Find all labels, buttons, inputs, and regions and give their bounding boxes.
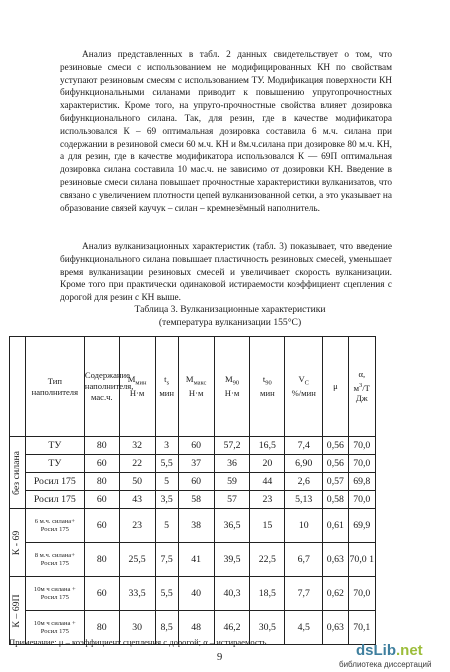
cell-mu: 0,58 (323, 491, 348, 509)
cell-m90: 46,2 (214, 611, 250, 645)
cell-alpha: 70,1 (348, 611, 375, 645)
cell-filler-type: 8 м.ч. силана+ Росил 175 (25, 543, 84, 577)
cell-alpha: 70,0 1 (348, 543, 375, 577)
table-caption-title: Таблица 3. Вулканизационные характеристики (134, 304, 326, 315)
cell-m-min: 33,5 (119, 577, 155, 611)
paragraph-analysis-table2: Анализ представленных в табл. 2 данных свидетельствует о том, что резиновые смеси с использованием не модифицированных КН по свойствам уступают резиновым смесям с использованием ТУ. Модификация поверхности КН бифункциональными силанами приводит к повышению упругопрочностных характеристик. Кроме того, на упруго-прочностные свойства влияет дозировка бифункционального силана. Так, для резин, где в качестве модификатора использовался К – 69 оптимальная дозировка составила 6 м.ч. силана при содержании в резиновой смеси 60 м.ч. КН и 8м.ч.силана при дозировке 80 м.ч. КН, а для резин, где в качестве модификатора использовался К — 69П оптимальная дозировка силана составила 10 мас.ч. не зависимо от дозировки КН. Введение в резиновые смеси силана повышает прочностные характеристики вулканизатов, что связано с увеличением плотности цепей вулканизованной сетки, а это указывает на образование связей каучук – силан – кремнезёмный наполнитель. (60, 50, 392, 214)
cell-ts: 3,5 (155, 491, 178, 509)
cell-m-max: 60 (178, 473, 214, 491)
header-m-min: $M_{мин}$ Н·м (119, 337, 155, 437)
table-row (10, 577, 376, 611)
cell-m-max: 40 (178, 577, 214, 611)
cell-vc: 5,13 (285, 491, 323, 509)
table-row (10, 509, 376, 543)
dslib-subtitle: библиотека диссертаций (339, 660, 432, 669)
cell-ts: 8,5 (155, 611, 178, 645)
cell-t90: 30,5 (250, 611, 285, 645)
header-ts: $t_s$ мин (155, 337, 178, 437)
cell-mu: 0,63 (323, 543, 348, 577)
cell-content: 80 (84, 543, 119, 577)
header-filler-content: Содержание наполнителя, мас.ч. (84, 337, 119, 437)
vulcanization-table (9, 336, 376, 645)
header-filler-type: Тип наполнителя (25, 337, 84, 437)
cell-ts: 5 (155, 473, 178, 491)
cell-filler-type: 10м ч силана + Росил 175 (25, 611, 84, 645)
cell-m-min: 32 (119, 437, 155, 455)
header-group-blank (10, 337, 26, 437)
cell-m90: 36 (214, 455, 250, 473)
header-t90: $t_{90}$ мин (250, 337, 285, 437)
table-row (10, 491, 376, 509)
cell-m90: 40,3 (214, 577, 250, 611)
cell-vc: 6,90 (285, 455, 323, 473)
cell-m-max: 41 (178, 543, 214, 577)
cell-filler-type: 10м ч силана + Росил 175 (25, 577, 84, 611)
cell-alpha: 69,8 (348, 473, 375, 491)
cell-m90: 57,2 (214, 437, 250, 455)
cell-m-max: 58 (178, 491, 214, 509)
cell-t90: 15 (250, 509, 285, 543)
cell-filler-type: ТУ (25, 437, 84, 455)
header-m90: $M_{90}$ Н·м (214, 337, 250, 437)
cell-m-min: 50 (119, 473, 155, 491)
cell-m-min: 43 (119, 491, 155, 509)
cell-t90: 18,5 (250, 577, 285, 611)
cell-content: 80 (84, 611, 119, 645)
cell-content: 60 (84, 455, 119, 473)
group-label-k69p: К – 69П (10, 577, 26, 645)
cell-content: 80 (84, 437, 119, 455)
cell-mu: 0,63 (323, 611, 348, 645)
cell-mu: 0,57 (323, 473, 348, 491)
cell-m90: 36,5 (214, 509, 250, 543)
cell-alpha: 70,0 (348, 455, 375, 473)
cell-alpha: 70,0 (348, 437, 375, 455)
cell-t90: 22,5 (250, 543, 285, 577)
cell-m-max: 37 (178, 455, 214, 473)
cell-t90: 23 (250, 491, 285, 509)
cell-content: 60 (84, 509, 119, 543)
header-mu: μ (323, 337, 348, 437)
table-row (10, 473, 376, 491)
cell-m-min: 30 (119, 611, 155, 645)
cell-m90: 57 (214, 491, 250, 509)
cell-filler-type: 6 м.ч. силана+ Росил 175 (25, 509, 84, 543)
cell-content: 60 (84, 577, 119, 611)
cell-t90: 16,5 (250, 437, 285, 455)
cell-m-max: 48 (178, 611, 214, 645)
cell-ts: 3 (155, 437, 178, 455)
cell-m-min: 25,5 (119, 543, 155, 577)
header-vc: $V_C$ %/мин (285, 337, 323, 437)
dslib-logo[interactable]: dsLib.net (356, 642, 423, 659)
cell-m90: 59 (214, 473, 250, 491)
cell-vc: 4,5 (285, 611, 323, 645)
cell-vc: 7,4 (285, 437, 323, 455)
cell-filler-type: ТУ (25, 455, 84, 473)
header-m-max: $M_{макс}$ Н·м (178, 337, 214, 437)
cell-mu: 0,56 (323, 437, 348, 455)
cell-vc: 6,7 (285, 543, 323, 577)
header-alpha: α, $м^3/Т$ Дж (348, 337, 375, 437)
group-label-no-silane: без силана (10, 437, 26, 509)
table-footnote: Примечание: μ – коэффициент сцепления с дорогой; α – истираемость (9, 637, 267, 647)
paragraph-analysis-table3: Анализ вулканизационных характеристик (табл. 3) показывает, что введение бифункционального силана повышает пластичность резиновых смесей, уменьшает время вулканизации резиновых смесей и увеличивает скорость вулканизации. Кроме того при практически одинаковой истираемости коэффициент сцепления с дорогой для резин с КН выше. (60, 242, 392, 304)
cell-m-min: 23 (119, 509, 155, 543)
cell-vc: 2,6 (285, 473, 323, 491)
cell-content: 80 (84, 473, 119, 491)
cell-t90: 44 (250, 473, 285, 491)
cell-alpha: 70,0 (348, 491, 375, 509)
cell-mu: 0,61 (323, 509, 348, 543)
cell-m90: 39,5 (214, 543, 250, 577)
cell-filler-type: Росил 175 (25, 491, 84, 509)
cell-ts: 5,5 (155, 577, 178, 611)
cell-filler-type: Росил 175 (25, 473, 84, 491)
cell-alpha: 70,0 (348, 577, 375, 611)
cell-alpha: 69,9 (348, 509, 375, 543)
cell-ts: 5,5 (155, 455, 178, 473)
cell-mu: 0,62 (323, 577, 348, 611)
group-label-k69: К - 69 (10, 509, 26, 577)
cell-m-max: 38 (178, 509, 214, 543)
table-row (10, 543, 376, 577)
table-row (10, 437, 376, 455)
cell-vc: 10 (285, 509, 323, 543)
cell-content: 60 (84, 491, 119, 509)
table-caption-subtitle: (температура вулканизации 155°С) (158, 317, 302, 328)
cell-m-min: 22 (119, 455, 155, 473)
cell-vc: 7,7 (285, 577, 323, 611)
table-row (10, 455, 376, 473)
cell-t90: 20 (250, 455, 285, 473)
cell-ts: 7,5 (155, 543, 178, 577)
cell-ts: 5 (155, 509, 178, 543)
cell-m-max: 60 (178, 437, 214, 455)
cell-mu: 0,56 (323, 455, 348, 473)
table-header-row (10, 337, 376, 437)
page-number: 9 (217, 652, 223, 663)
